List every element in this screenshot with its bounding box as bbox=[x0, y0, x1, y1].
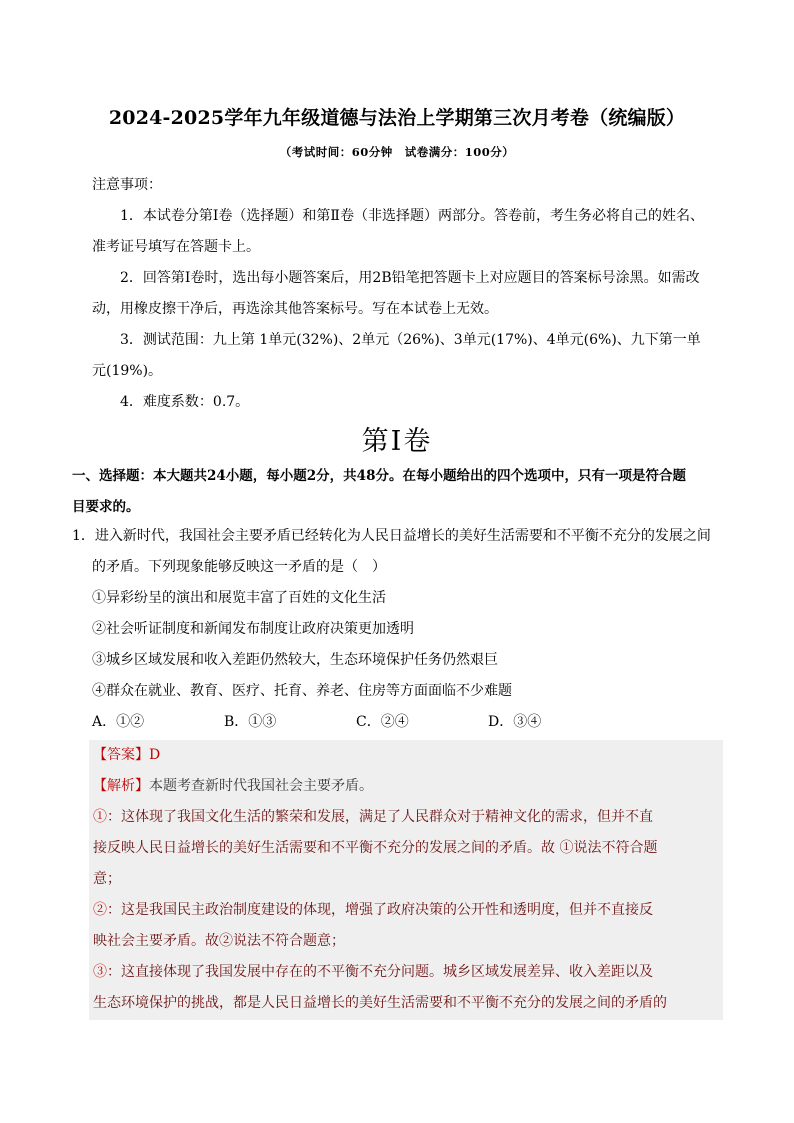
note-item-1: 1．本试卷分第Ⅰ卷（选择题）和第Ⅱ卷（非选择题）两部分。答卷前，考生务必将自己的姓名、准考证号填写在答题卡上。 bbox=[92, 208, 704, 255]
section-line-2: 目要求的。 bbox=[72, 499, 140, 515]
question-stem-line-1: 1．进入新时代，我国社会主要矛盾已经转化为人民日益增长的美好生活需要和不平衡不充分的发展之间 bbox=[72, 528, 711, 544]
choice-a: A．①② bbox=[92, 714, 145, 730]
notes-section bbox=[92, 170, 712, 418]
answer-label: 【答案】 bbox=[93, 747, 149, 763]
section-heading bbox=[72, 461, 722, 523]
choice-c: C．②④ bbox=[356, 714, 409, 730]
analysis-text-line: ③：这直接体现了我国发展中存在的不平衡不充分问题。城乡区域发展差异、收入差距以及 bbox=[93, 964, 653, 980]
analysis-line bbox=[89, 771, 723, 802]
answer-line bbox=[89, 740, 723, 771]
question-option-4: ④群众在就业、教育、医疗、托育、养老、住房等方面面临不少难题 bbox=[92, 683, 512, 699]
analysis-text-line: 映社会主要矛盾。故②说法不符合题意； bbox=[93, 933, 345, 949]
note-item-3: 3．测试范围：九上第 1单元(32%)、2单元（26%)、3单元(17%)、4单元(6%)、九下第一单元(19%)。 bbox=[92, 332, 701, 379]
exam-subtitle: （考试时间：60分钟 试卷满分：100分） bbox=[279, 145, 515, 159]
analysis-text-line: ①：这体现了我国文化生活的繁荣和发展，满足了人民群众对于精神文化的需求，但并不直 bbox=[93, 809, 653, 825]
question-option-3: ③城乡区域发展和收入差距仍然较大，生态环境保护任务仍然艰巨 bbox=[92, 652, 498, 668]
analysis-text-line: 接反映人民日益增长的美好生活需要和不平衡不充分的发展之间的矛盾。故 ①说法不符合题 bbox=[93, 840, 658, 856]
choice-d: D．③④ bbox=[488, 714, 542, 730]
question-choices bbox=[72, 707, 722, 738]
answer-block bbox=[89, 740, 723, 1020]
analysis-text-line: 生态环境保护的挑战，都是人民日益增长的美好生活需要和不平衡不充分的发展之间的矛盾的 bbox=[93, 995, 667, 1011]
note-item-4: 4．难度系数：0.7。 bbox=[120, 394, 250, 410]
question-stem-line-2: 的矛盾。下列现象能够反映这一矛盾的是（ ） bbox=[92, 559, 386, 575]
question-option-2: ②社会听证制度和新闻发布制度让政府决策更加透明 bbox=[92, 621, 414, 637]
analysis-text-line: ②：这是我国民主政治制度建设的体现，增强了政府决策的公开性和透明度，但并不直接反 bbox=[93, 902, 653, 918]
note-item-2: 2．回答第Ⅰ卷时，选出每小题答案后，用2B铅笔把答题卡上对应题目的答案标号涂黑。如需改动，用橡皮擦干净后，再选涂其他答案标号。写在本试卷上无效。 bbox=[92, 270, 700, 317]
choice-b: B．①③ bbox=[224, 714, 277, 730]
volume-heading: 第Ⅰ卷 bbox=[361, 426, 433, 457]
analysis-label: 【解析】 bbox=[93, 778, 149, 794]
question-1 bbox=[72, 521, 722, 738]
notes-heading: 注意事项： bbox=[92, 177, 162, 193]
analysis-text-line: 意； bbox=[93, 871, 121, 887]
question-option-1: ①异彩纷呈的演出和展览丰富了百姓的文化生活 bbox=[92, 590, 386, 606]
analysis-intro: 本题考查新时代我国社会主要矛盾。 bbox=[149, 778, 373, 794]
exam-title: 2024-2025学年九年级道德与法治上学期第三次月考卷（统编版） bbox=[108, 107, 686, 129]
section-line-1: 一、选择题：本大题共24小题，每小题2分，共48分。在每小题给出的四个选项中，只有一项是符合题 bbox=[72, 468, 686, 484]
answer-value: D bbox=[149, 747, 161, 763]
